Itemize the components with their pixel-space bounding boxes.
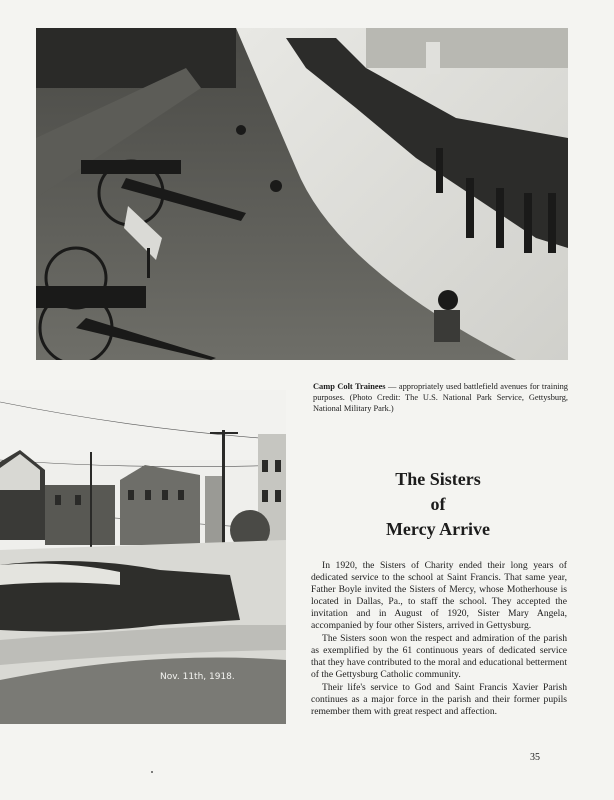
article-body (311, 560, 567, 719)
photo-camp-colt-trainees (36, 28, 568, 360)
section-title-line-1: The Sisters (395, 469, 481, 489)
paragraph: Their life's service to God and Saint Francis Xavier Parish continues as a major force in the parish and their former pupils remember them with great respect and affection. (311, 682, 567, 717)
section-title-line-2: of (430, 494, 446, 514)
photo-caption (313, 381, 568, 414)
caption-text: — appropriately used battlefield avenues for training purposes. (Photo Credit: The U.S. National Park Service, Gettysburg, National Military Park.) (313, 382, 568, 413)
section-title-line-3: Mercy Arrive (385, 519, 491, 539)
photo-street-crowd (0, 390, 286, 724)
caption-title: Camp Colt Trainees (313, 382, 386, 391)
paragraph: In 1920, the Sisters of Charity ended their long years of dedicated service to the school at Saint Francis. That same year, Father Boyle invited the Sisters of Mercy, whose Motherhouse is located in Dallas, Pa., to staff the school. They accepted the invitation and in August of 1920, Sister Mary Angela, accompanied by four other Sisters, arrived in Gettysburg. (311, 560, 567, 631)
scan-speck (151, 771, 153, 773)
section-title (330, 467, 546, 542)
photo-handwritten-date: Nov. 11th, 1918. (160, 672, 235, 682)
paragraph: The Sisters soon won the respect and admiration of the parish as exemplified by the 61 continuous years of dedicated service that they have contributed to the moral and educational betterment of the Gettysburg Catholic community. (311, 633, 567, 680)
page-number: 35 (530, 752, 540, 763)
